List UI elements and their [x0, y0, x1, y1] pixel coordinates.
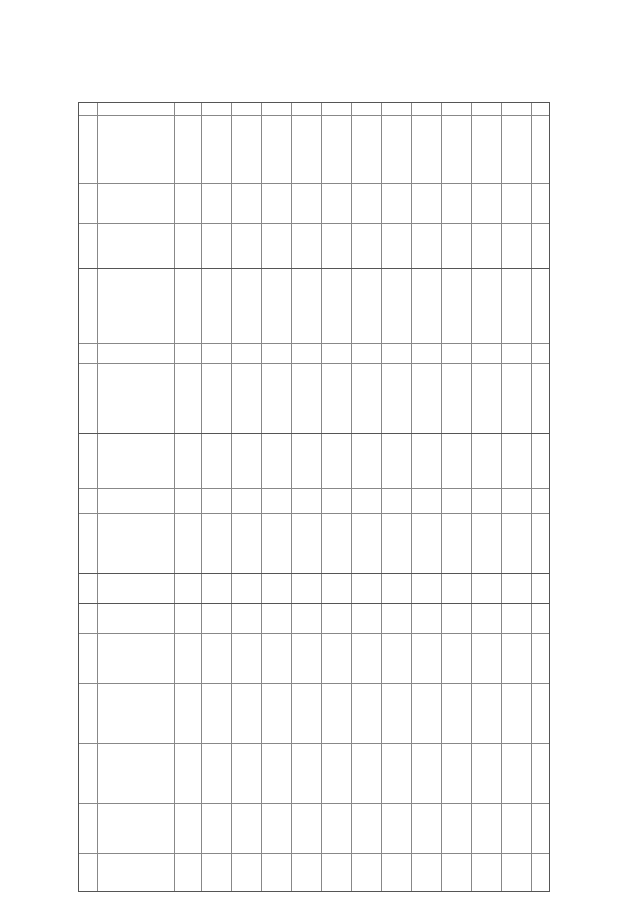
- row-divider: [79, 513, 549, 514]
- column-divider: [471, 103, 472, 891]
- header-divider: [79, 115, 549, 116]
- column-divider: [261, 103, 262, 891]
- section-divider: [79, 433, 549, 434]
- column-divider: [441, 103, 442, 891]
- indicator-table: [78, 102, 550, 892]
- column-divider: [351, 103, 352, 891]
- row-divider: [79, 803, 549, 804]
- row-divider: [79, 488, 549, 489]
- column-divider: [381, 103, 382, 891]
- row-divider: [79, 633, 549, 634]
- row-divider: [79, 363, 549, 364]
- column-divider: [531, 103, 532, 891]
- column-divider: [411, 103, 412, 891]
- row-divider: [79, 853, 549, 854]
- section-divider: [79, 268, 549, 269]
- row-divider: [79, 183, 549, 184]
- column-divider: [174, 103, 175, 891]
- section-divider: [79, 573, 549, 574]
- column-divider: [291, 103, 292, 891]
- section-divider: [79, 603, 549, 604]
- row-divider: [79, 683, 549, 684]
- column-divider: [501, 103, 502, 891]
- row-divider: [79, 343, 549, 344]
- column-divider: [231, 103, 232, 891]
- column-divider: [97, 103, 98, 891]
- column-divider: [321, 103, 322, 891]
- row-divider: [79, 223, 549, 224]
- row-divider: [79, 743, 549, 744]
- column-divider: [201, 103, 202, 891]
